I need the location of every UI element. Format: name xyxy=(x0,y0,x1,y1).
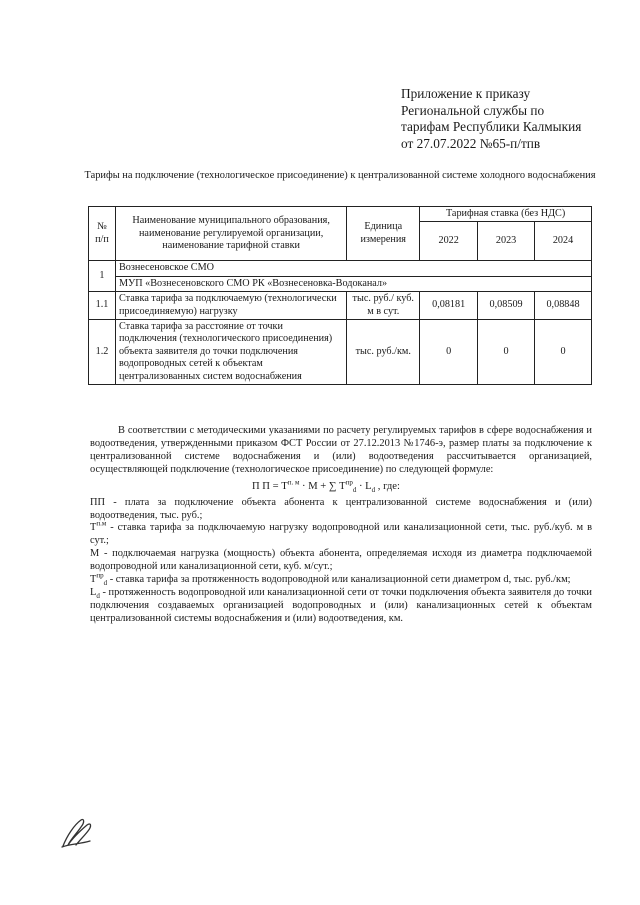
definition-text: - протяженность водопроводной или канализационной сети от точки подключения объекта заявителя до точки подключения создаваемых организацией водопроводных и (или) канализационных сетей к объектам централизованной системы водоснабжения и (или) водоотведения, км. xyxy=(90,586,592,624)
section-municipality: Вознесеновское СМО xyxy=(115,261,591,276)
row-name: Ставка тарифа за подключаемую (технологически присоединяемую) нагрузку xyxy=(115,292,346,320)
definition-text: - ставка тарифа за подключаемую нагрузку водопроводной или канализационной сети, тыс. руб./куб. м в сут.; xyxy=(90,522,592,547)
formula-lhs: П П = Т xyxy=(252,480,288,492)
symbol-sub: d xyxy=(103,579,108,588)
section-organization: МУП «Вознесеновского СМО РК «Вознесеновка-Водоканал» xyxy=(115,276,591,291)
row-unit: тыс. руб./ куб. м в сут. xyxy=(347,292,420,320)
formula-mid: · М + ∑ Т xyxy=(299,480,346,492)
symbol-sub: d xyxy=(96,592,100,601)
formula-sub: d xyxy=(352,485,357,494)
definition-t xyxy=(90,519,592,548)
header-rate-group: Тарифная ставка (без НДС) xyxy=(420,207,592,222)
row-name: Ставка тарифа за расстояние от точки подключения (технологического присоединения) объекта заявителя до точки подключения водопроводных сетей к объектам централизованных систем водоснабжения xyxy=(115,320,346,385)
table-section-row xyxy=(89,261,592,276)
intro-paragraph: В соответствии с методическими указаниями по расчету регулируемых тарифов в сфере водоснабжения и водоотведения, утвержденными приказом ФСТ России от 27.12.2013 №1746-э, размер платы за подключение к централизованной системе водоснабжения и (или) водоотведения рассчитывается организацией, осуществляющей подключение (технологическое присоединение) по следующей формуле: xyxy=(90,425,592,475)
header-line: Приложение к приказу xyxy=(401,86,531,101)
tariff-table xyxy=(88,206,592,385)
header-line: Региональной службы по xyxy=(401,102,545,118)
header-year: 2023 xyxy=(478,222,535,261)
table-header-row xyxy=(89,207,592,222)
definition-text: - ставка тарифа за протяженность водопроводной или канализационной сети диаметром d, тыс. руб./км; xyxy=(107,574,571,586)
row-value: 0,08848 xyxy=(535,292,592,320)
symbol-sup: п.м xyxy=(96,519,107,528)
signature-mark xyxy=(60,816,96,850)
definition-td xyxy=(90,571,592,588)
header-line: от 27.07.2022 №65-п/тпв xyxy=(401,135,541,151)
document-header xyxy=(401,86,631,152)
row-value: 0,08509 xyxy=(478,292,535,320)
symbol: L xyxy=(90,586,97,598)
definition-m: М - подключаемая нагрузка (мощность) объекта абонента, определяемая исходя из диаметра подключаемой водопроводной или канализационной сети, куб. м/сут.; xyxy=(90,548,592,573)
formula-sup: п. м xyxy=(287,478,300,487)
symbol: Т xyxy=(90,574,97,586)
document-body xyxy=(90,425,592,626)
definition-ld xyxy=(90,587,592,626)
formula-sub: d xyxy=(371,485,376,494)
symbol-sup: пр xyxy=(96,571,104,580)
row-value: 0 xyxy=(478,320,535,385)
symbol: Т xyxy=(90,522,97,534)
formula-end: · L xyxy=(356,480,372,492)
row-value: 0 xyxy=(535,320,592,385)
table-organization-row xyxy=(89,276,592,291)
formula-sup: пр xyxy=(345,478,353,487)
header-year: 2024 xyxy=(535,222,592,261)
header-line: тарифам Республики Калмыкия xyxy=(401,119,582,134)
document-title: Тарифы на подключение (технологическое присоединение) к централизованной системе холодного водоснабжения xyxy=(84,170,596,181)
row-value: 0 xyxy=(420,320,478,385)
row-num: 1.2 xyxy=(89,320,116,385)
table-row xyxy=(89,320,592,385)
definition-pp: ПП - плата за подключение объекта абонента к централизованной системе водоснабжения и (или) водоотведения, тыс. руб.; xyxy=(90,496,592,521)
row-num: 1.1 xyxy=(89,292,116,320)
header-year: 2022 xyxy=(420,222,478,261)
row-value: 0,08181 xyxy=(420,292,478,320)
header-unit: Единица измерения xyxy=(347,207,420,261)
formula-tail: , где: xyxy=(375,480,400,492)
row-unit: тыс. руб./км. xyxy=(347,320,420,385)
header-num: № п/п xyxy=(89,207,116,261)
section-num: 1 xyxy=(89,261,116,292)
formula xyxy=(90,479,592,494)
header-name: Наименование муниципального образования, наименование регулируемой организации, наименование тарифной ставки xyxy=(115,207,346,261)
table-row xyxy=(89,292,592,320)
